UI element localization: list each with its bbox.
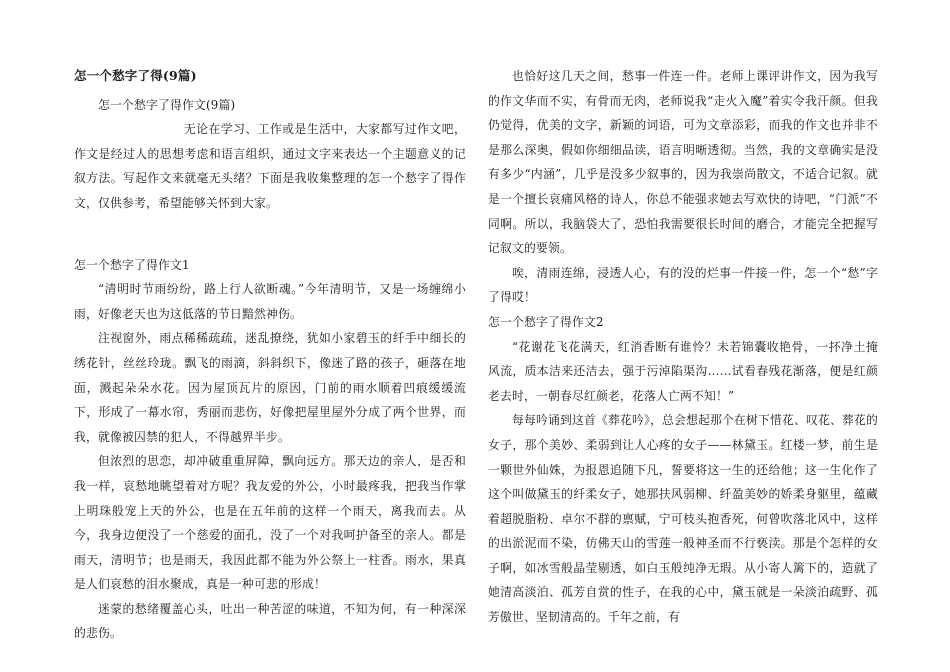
paragraph-5: 也恰好这几天之间，愁事一件连一件。老师上课评讲作文，因为我写的作文华而不实，有骨而无肉，老师说我“走火入魔”着实令我汗颜。但我仍觉得，优美的文字，新颖的词语，可为文章添彩，而我的作文也并非不是那么深奥，假如你细细品读，语言明晰透彻。当然，我的文章确实是没有多少“内涵”，几乎是没多少叙事的，因为我崇尚散文，不适合记叙。就是一个擅长哀痛风格的诗人，你总不能强求她去写欢快的诗吧，“门派”不同啊。所以，我脑袋大了，恐怕我需要很长时间的磨合，才能完全把握写记叙文的要领。: [488, 69, 878, 256]
left-column: [74, 64, 466, 646]
document-title: 怎一个愁字了得(9篇): [74, 68, 197, 83]
section-heading-1: 怎一个愁字了得作文1: [74, 257, 190, 272]
paragraph-1: “清明时节雨纷纷，路上行人欲断魂。”今年清明节，又是一场缠绵小雨，好像老天也为这低落的节日黯然神伤。: [74, 282, 466, 321]
paragraph-6: 唉，清雨连绵，浸透人心，有的没的烂事一件接一件，怎一个“愁”字了得哎！: [488, 265, 878, 305]
paragraph-8: 每每吟诵到这首《葬花吟》，总会想起那个在树下惜花、叹花、葬花的女子，那个美妙、柔弱到让人心疼的女子——林黛玉。红楼一梦，前生是一颗世外仙姝，为报恩追随下凡，誓要将这一生的还给他；这一生化作了这个叫做黛玉的纤柔女子，她那扶风弱柳、纤盈美妙的娇柔身躯里，蕴藏着超脱脂粉、卓尔不群的禀赋，宁可枝头抱香死，何曾吹落北风中，这样的出淤泥而不染，仿佛天山的雪莲一般神圣而不行亵渎。那是个怎样的女子啊，如冰雪般晶莹剔透，如白玉般纯净无瑕。从小寄人篱下的，造就了她清高淡泊、孤芳自赏的性子，在我的心中，黛玉就是一朵淡泊疏野、孤芳傲世、坚韧清高的。千年之前，有: [488, 413, 879, 625]
document-subtitle: 怎一个愁字了得作文(9篇): [98, 97, 236, 112]
paragraph-7: “花谢花飞花满天，红消香断有谁怜？未若锦囊收艳骨，一抔净土掩风流，质本洁来还洁去，强于污淖陷渠沟……试看春残花渐落，便是红颜老去时，一朝春尽红颜老，花落人亡两不知！”: [488, 339, 878, 403]
paragraph-2: 注视窗外，雨点稀稀疏疏，迷乱撩绕，犹如小家碧玉的纤手中细长的绣花针，丝丝玲珑。飘飞的雨滴，斜斜织下，像迷了路的孩子，砸落在地面，溅起朵朵水花。因为屋顶瓦片的原因，门前的雨水顺着凹痕缓缓流下，形成了一幕水帘，秀丽而悲伤，好像把屋里屋外分成了两个世界，而我，就像被囚禁的犯人，不得越界半步。: [74, 331, 466, 444]
paragraph-gap: [74, 216, 466, 253]
section-heading-2: 怎一个愁字了得作文2: [488, 314, 604, 329]
intro-paragraph: 无论在学习、工作或是生活中，大家都写过作文吧，作文是经过人的思想考虑和语言组织，通过文字来表达一个主题意义的记叙方法。写起作文来就毫无头绪？下面是我收集整理的怎一个愁字了得作文，仅供参考，希望能够关怀到大家。: [74, 122, 466, 210]
paragraph-3: 但浓烈的思恋，却冲破重重屏障，飘向远方。那天边的亲人，是否和我一样，哀愁地眺望着对方呢？我友爱的外公，小时最疼我，把我当作掌上明珠般宠上天的外公，也是在五年前的这样一个雨天，离我而去。从今，我身边便没了一个慈爱的面孔，没了一个对我呵护备至的亲人。都是雨天，清明节；也是雨天，我因此都不能为外公祭上一柱香。雨水，果真是人们哀愁的泪水聚成，真是一种可悲的形成！: [74, 454, 466, 592]
paragraph-4: 迷蒙的愁绪覆盖心头，吐出一种苦涩的味道，不知为何，有一种深深的悲伤。: [74, 601, 466, 641]
right-column: [488, 64, 878, 630]
